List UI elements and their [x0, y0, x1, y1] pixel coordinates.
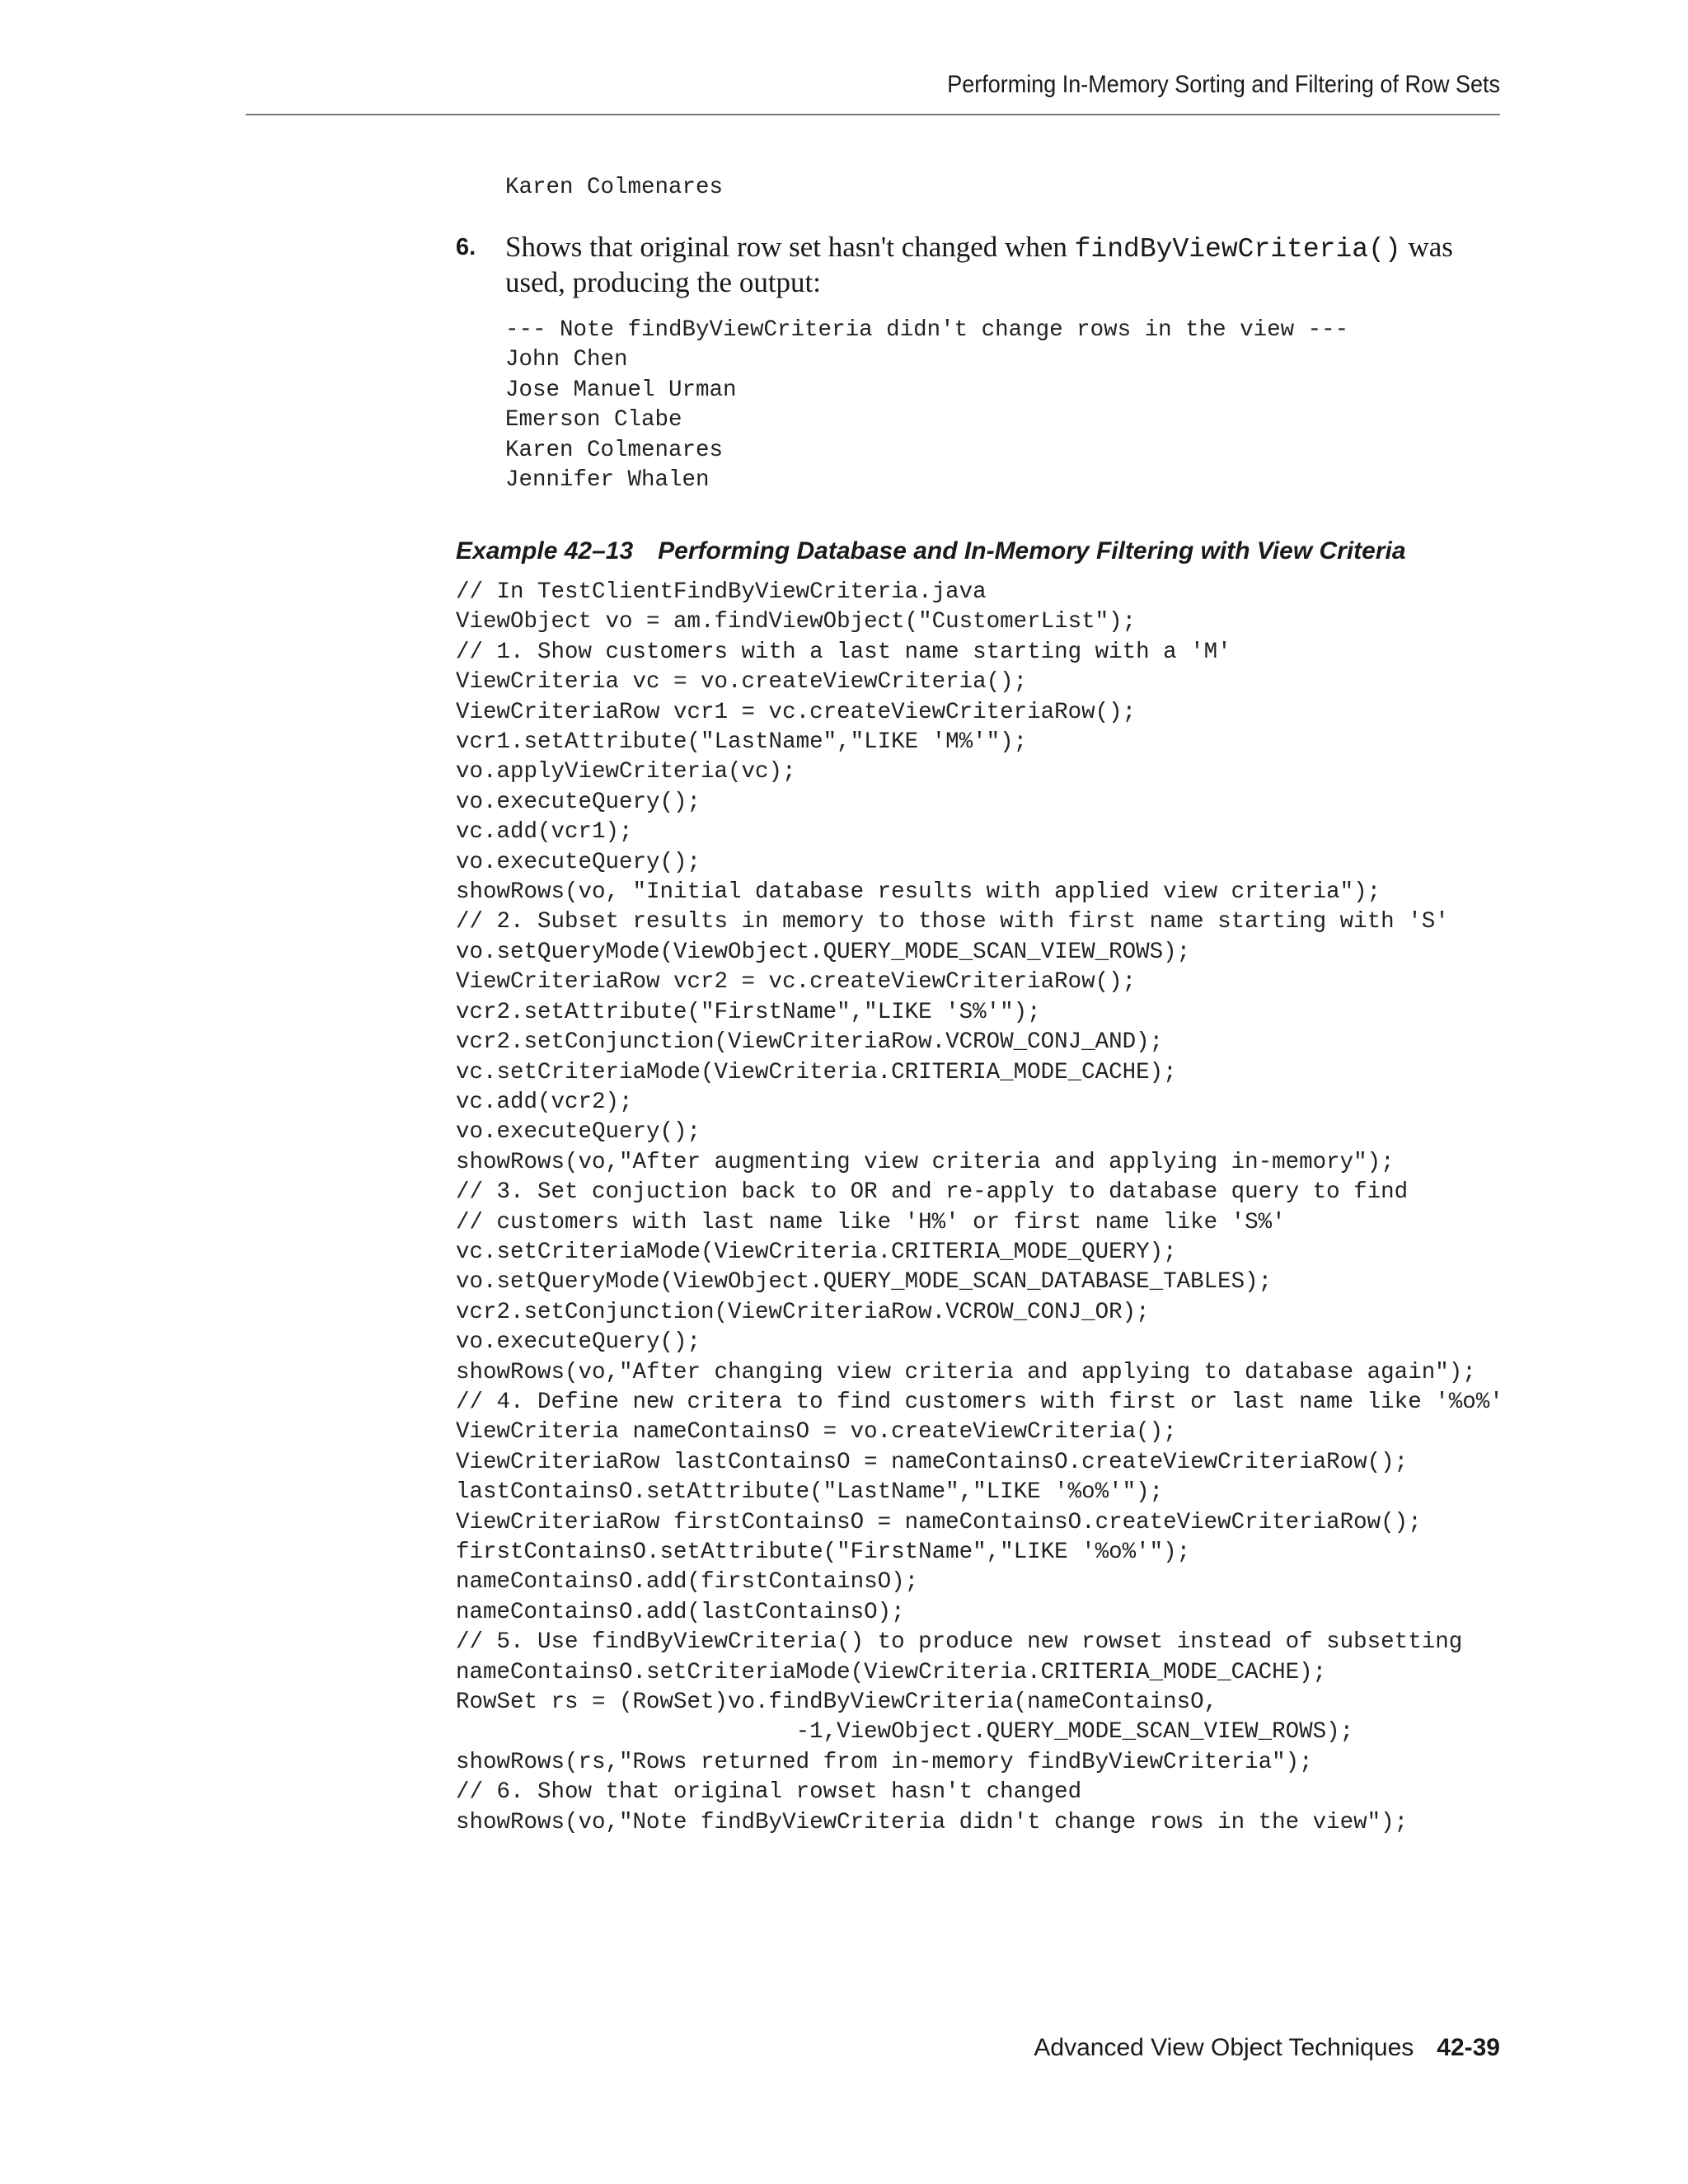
code-listing: // In TestClientFindByViewCriteria.java ViewObject vo = am.findViewObject("CustomerList"); // 1. Show customers with a last name starting with a 'M' ViewCriteria vc = vo.createViewCriteria(); ViewCriteriaRow vcr1 = vc.createViewCriteriaRow(); vcr1.setAttribute("LastName","LIKE 'M%'"); vo.applyViewCriteria(vc); vo.executeQuery(); vc.add(vcr1); vo.executeQuery(); showRows(vo, "Initial database results with applied view criteria"); // 2. Subset results in memory to those with first name starting with 'S' vo.setQueryMode(ViewObject.QUERY_MODE_SCAN_VIEW_ROWS); ViewCriteriaRow vcr2 = vc.createViewCriteriaRow(); vcr2.setAttribute("FirstName","LIKE 'S%'"); vcr2.setConjunction(ViewCriteriaRow.VCROW_CONJ_AND); vc.setCriteriaMode(ViewCriteria.CRITERIA_MODE_CACHE); vc.add(vcr2); vo.executeQuery(); showRows(vo,"After augmenting view criteria and applying in-memory"); // 3. Set conjuction back to OR and re-apply to database query to find // customers with last name like 'H%' or first name like 'S%' vc.setCriteriaMode(ViewCriteria.CRITERIA_MODE_QUERY); vo.setQueryMode(ViewObject.QUERY_MODE_SCAN_DATABASE_TABLES); vcr2.setConjunction(ViewCriteriaRow.VCROW_CONJ_OR); vo.executeQuery(); showRows(vo,"After changing view criteria and applying to database again"); // 4. Define new critera to find customers with first or last name like '%o%' ViewCriteria nameContainsO = vo.createViewCriteria(); ViewCriteriaRow lastContainsO = nameContainsO.createViewCriteriaRow(); lastContainsO.setAttribute("LastName","LIKE '%o%'"); ViewCriteriaRow firstContainsO = nameContainsO.createViewCriteriaRow(); firstContainsO.setAttribute("FirstName","LIKE '%o%'"); nameContainsO.add(firstContainsO); nameContainsO.add(lastContainsO); // 5. Use findByViewCriteria() to produce new rowset instead of subsetting nameContainsO.setCriteriaMode(ViewCriteria.CRITERIA_MODE_CACHE); RowSet rs = (RowSet)vo.findByViewCriteria(nameContainsO, -1,ViewObject.QUERY_MODE_SCAN_VIEW_ROWS); showRows(rs,"Rows returned from in-memory findByViewCriteria"); // 6. Show that original rowset hasn't changed showRows(vo,"Note findByViewCriteria didn't change rows in the view"); — [456, 579, 1503, 1835]
page-number: 42-39 — [1437, 2034, 1500, 2061]
step-number: 6. — [456, 234, 476, 260]
example-label: Example 42–13 — [456, 537, 634, 565]
step-output-block: --- Note findByViewCriteria didn't change rows in the view --- John Chen Jose Manuel Urman Emerson Clabe Karen Colmenares Jennifer Whalen — [505, 317, 1349, 494]
step-text — [505, 231, 1519, 299]
header-rule — [246, 114, 1500, 115]
example-caption — [456, 536, 1406, 567]
running-header: Performing In-Memory Sorting and Filtering of Row Sets — [947, 71, 1500, 98]
continued-output: Karen Colmenares — [505, 175, 724, 200]
example-title: Performing Database and In-Memory Filtering with View Criteria — [658, 537, 1406, 565]
step-inline-code: findByViewCriteria() — [1074, 234, 1401, 265]
footer-chapter-title: Advanced View Object Techniques — [1034, 2034, 1414, 2061]
step-text-before: Shows that original row set hasn't changed when — [505, 231, 1075, 263]
step-text-after: was used, producing the output: — [505, 231, 1453, 298]
running-footer — [907, 2032, 1500, 2064]
